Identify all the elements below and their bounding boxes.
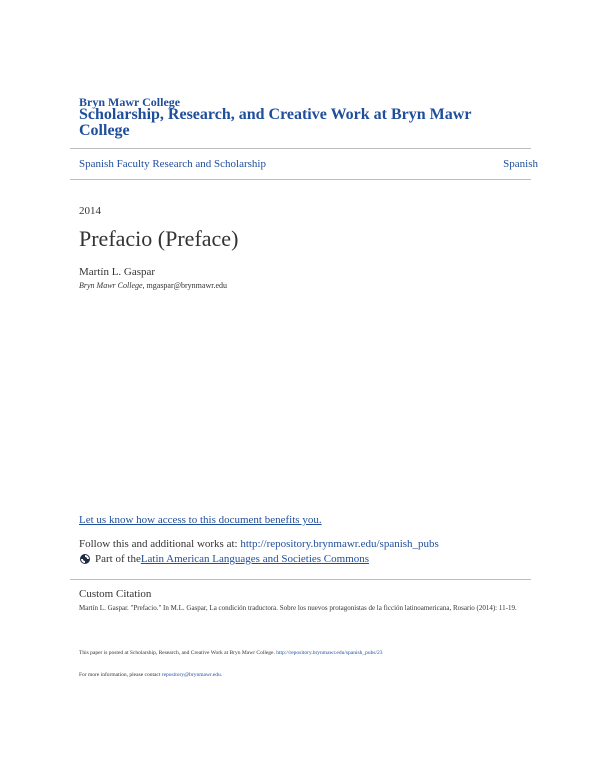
contact-prefix: For more information, please contact [79,672,162,678]
header-top-rule [70,148,531,149]
partof-commons-link[interactable]: Latin American Languages and Societies Commons [140,553,370,565]
follow-line [79,538,439,550]
affiliation-email: , mgaspar@brynmawr.edu [142,281,228,290]
partof-prefix: Part of the [95,553,141,565]
contact-note [79,672,222,678]
contact-suffix: . [220,672,223,678]
citation-text: Martín L. Gaspar. "Prefacio." In M.L. Gaspar, La condición traductora. Sobre los nuevos protagonistas de la ficción latinoamericana, Rosario (2014): 11-19. [79,604,517,612]
part-of-line [79,553,369,565]
posted-url-link[interactable]: http://repository.brynmawr.edu/spanish_pubs/23 [276,650,383,656]
author-name: Martín L. Gaspar [79,266,156,278]
contact-email-link[interactable]: repository@brynmawr.edu [161,672,221,678]
header-bottom-rule [70,179,531,180]
posted-note [79,650,383,656]
collection-link[interactable]: Spanish Faculty Research and Scholarship [79,158,266,170]
citation-heading: Custom Citation [79,588,152,600]
repository-title[interactable]: Scholarship, Research, and Creative Work at Bryn Mawr College [79,106,472,139]
citation-top-rule [70,579,531,580]
author-affiliation [79,281,227,290]
posted-prefix: This paper is posted at Scholarship, Research, and Creative Work at Bryn Mawr College. [79,650,277,656]
follow-url-link[interactable]: http://repository.brynmawr.edu/spanish_pubs [240,538,439,550]
institution-name: Bryn Mawr College [79,95,181,109]
affiliation-org: Bryn Mawr College [79,281,143,290]
department-link[interactable]: Spanish [503,158,538,170]
access-benefits-link[interactable]: Let us know how access to this document benefits you. [79,514,322,526]
follow-prefix: Follow this and additional works at: [79,538,241,550]
network-icon [79,553,91,565]
document-title: Prefacio (Preface) [79,226,239,251]
publication-year: 2014 [79,205,101,217]
